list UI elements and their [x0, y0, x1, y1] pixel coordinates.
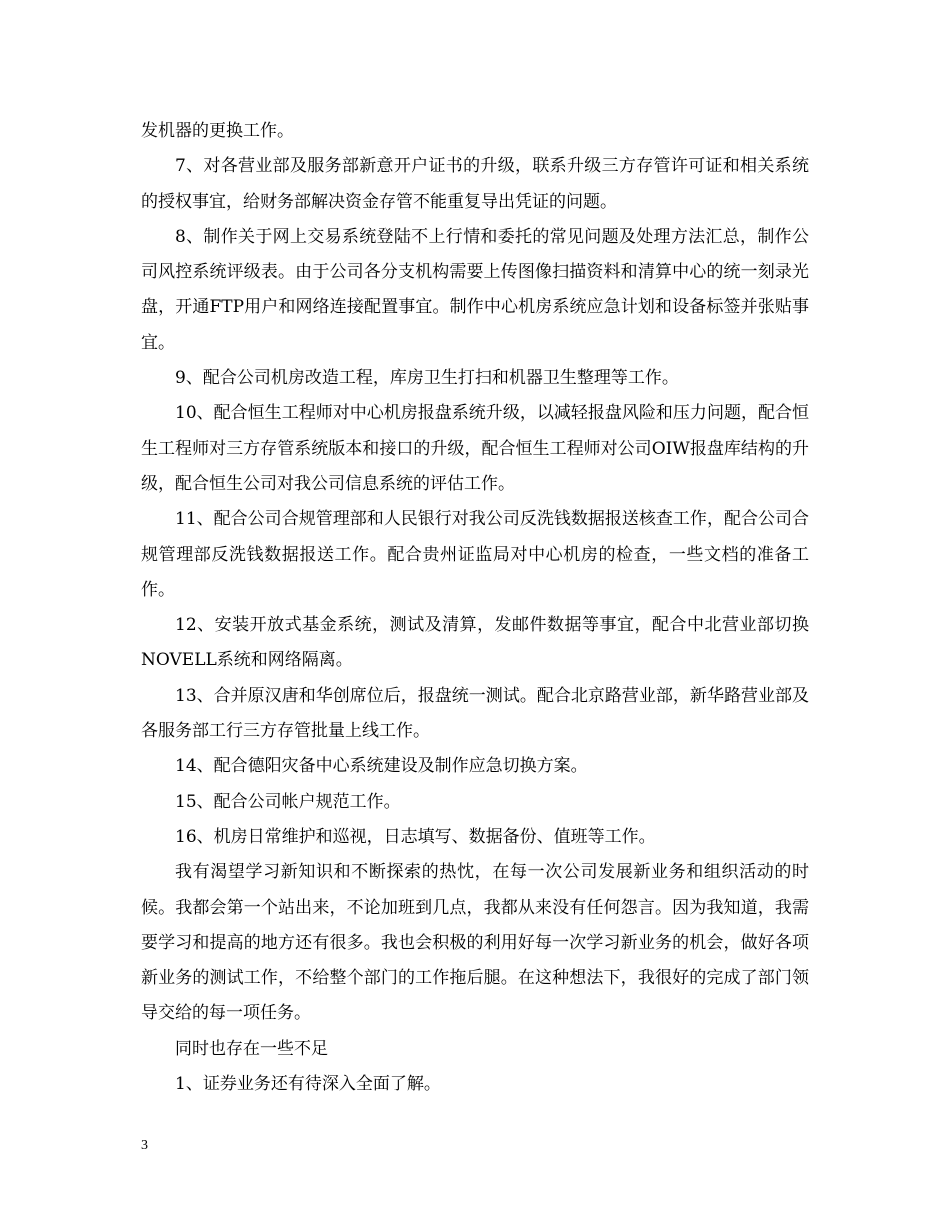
paragraph-6: 11、配合公司合规管理部和人民银行对我公司反洗钱数据报送核查工作，配合公司合规管理部反洗钱数据报送工作。配合贵州证监局对中心机房的检查，一些文档的准备工作。	[141, 509, 809, 600]
document-body	[141, 114, 809, 1102]
paragraph-9: 14、配合德阳灾备中心系统建设及制作应急切换方案。	[175, 756, 588, 777]
paragraph-8: 13、合并原汉唐和华创席位后，报盘统一测试。配合北京路营业部，新华路营业部及各服务部工行三方存管批量上线工作。	[141, 685, 809, 742]
paragraph-3: 8、制作关于网上交易系统登陆不上行情和委托的常见问题及处理方法汇总，制作公司风控系统评级表。由于公司各分支机构需要上传图像扫描资料和清算中心的统一刻录光盘，开通FTP用户和网络连接配置事宜。制作中心机房系统应急计划和设备标签并张贴事宜。	[141, 226, 809, 353]
paragraph-5: 10、配合恒生工程师对中心机房报盘系统升级，以减轻报盘风险和压力问题，配合恒生工程师对三方存管系统版本和接口的升级，配合恒生工程师对公司OIW报盘库结构的升级，配合恒生公司对我公司信息系统的评估工作。	[141, 403, 809, 494]
paragraph-7: 12、安装开放式基金系统，测试及清算，发邮件数据等事宜，配合中北营业部切换NOVELL系统和网络隔离。	[141, 615, 809, 671]
paragraph-12: 我有渴望学习新知识和不断探索的热忱，在每一次公司发展新业务和组织活动的时候。我都会第一个站出来，不论加班到几点，我都从来没有任何怨言。因为我知道，我需要学习和提高的地方还有很多。我也会积极的利用好每一次学习新业务的机会，做好各项新业务的测试工作，不给整个部门的工作拖后腿。在这种想法下，我很好的完成了部门领导交给的每一项任务。	[141, 862, 809, 1024]
paragraph-10: 15、配合公司帐户规范工作。	[175, 791, 401, 812]
paragraph-13: 同时也存在一些不足	[175, 1038, 328, 1059]
paragraph-4: 9、配合公司机房改造工程，库房卫生打扫和机器卫生整理等工作。	[175, 368, 679, 389]
page-number: 3	[141, 1138, 148, 1153]
paragraph-2: 7、对各营业部及服务部新意开户证书的升级，联系升级三方存管许可证和相关系统的授权事宜，给财务部解决资金存管不能重复导出凭证的问题。	[141, 156, 809, 212]
paragraph-11: 16、机房日常维护和巡视，日志填写、数据备份、值班等工作。	[175, 826, 656, 847]
paragraph-14: 1、证券业务还有待深入全面了解。	[175, 1074, 441, 1095]
paragraph-1: 发机器的更换工作。	[141, 121, 294, 141]
